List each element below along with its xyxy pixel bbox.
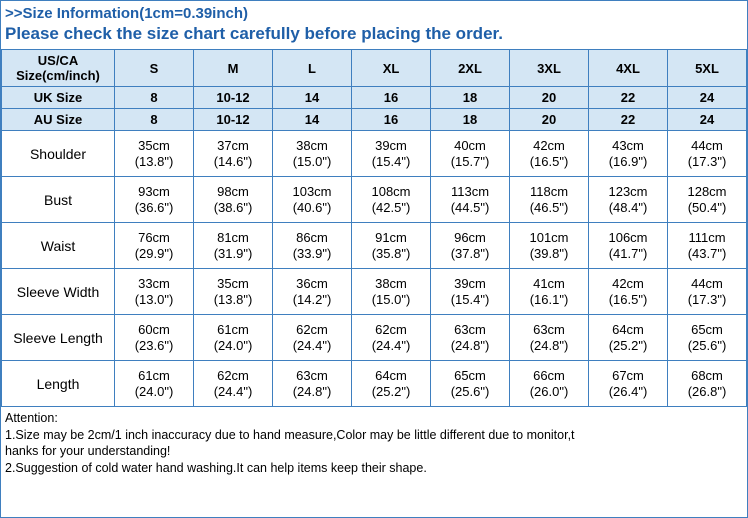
size-header-cell: L [273,50,352,87]
measure-inch: (46.5") [529,199,569,215]
measure-cm: 86cm [296,229,328,245]
measure-cm: 113cm [450,183,490,199]
measure-inch: (25.6") [687,337,727,353]
measure-cm: 93cm [138,183,170,199]
measure-label: Waist [2,223,115,269]
measure-cell [510,177,589,223]
measure-cm: 66cm [533,367,565,383]
measure-cm: 63cm [454,321,486,337]
attention-line: 1.Size may be 2cm/1 inch inaccuracy due to hand measure,Color may be little different due to monitor,t [5,427,575,442]
measure-cell [273,223,352,269]
size-chart-body [2,50,747,407]
measure-inch: (24.8") [450,337,490,353]
measure-cell [668,177,747,223]
measure-inch: (40.6") [292,199,332,215]
measure-cm: 64cm [612,321,644,337]
measure-inch: (29.9") [134,245,174,261]
size-header-cell: S [115,50,194,87]
measure-inch: (44.5") [450,199,490,215]
measure-cell [115,223,194,269]
measure-inch: (33.9") [292,245,332,261]
measure-cell [115,361,194,407]
measure-cm: 91cm [375,229,407,245]
attention-line: 2.Suggestion of cold water hand washing.It can help items keep their shape. [5,460,427,475]
measure-cell [668,269,747,315]
measure-cell [352,177,431,223]
measure-cm: 44cm [691,137,723,153]
measure-cell [589,361,668,407]
measure-cell [115,269,194,315]
measure-cell [589,177,668,223]
measure-label: Sleeve Width [2,269,115,315]
measure-inch: (38.6") [213,199,253,215]
measure-cell [431,269,510,315]
measure-inch: (16.9") [608,153,648,169]
uk-size-cell: 8 [115,87,194,109]
uk-size-cell: 22 [589,87,668,109]
measure-inch: (26.4") [608,383,648,399]
measure-label: Bust [2,177,115,223]
measure-inch: (43.7") [687,245,727,261]
corner-label-line1: US/CA [37,53,79,68]
measure-inch: (15.4") [450,291,490,307]
measure-inch: (25.6") [450,383,490,399]
measure-cm: 38cm [296,137,328,153]
measure-cm: 36cm [296,275,328,291]
measure-inch: (37.8") [450,245,490,261]
measure-cm: 37cm [217,137,249,153]
measure-inch: (15.0") [371,291,411,307]
measure-cm: 123cm [608,183,648,199]
measure-cell [194,315,273,361]
measure-cell [273,269,352,315]
measure-inch: (14.2") [292,291,332,307]
measure-cm: 67cm [612,367,644,383]
measure-cm: 61cm [138,367,170,383]
uk-size-cell: 24 [668,87,747,109]
measure-inch: (23.6") [134,337,174,353]
measure-cell [510,361,589,407]
measure-cm: 103cm [292,183,332,199]
au-size-label: AU Size [2,109,115,131]
measure-cm: 40cm [454,137,486,153]
measure-cm: 96cm [454,229,486,245]
measure-cell [194,131,273,177]
measure-cell [115,315,194,361]
size-header-cell: M [194,50,273,87]
size-chart-notice: Please check the size chart carefully before placing the order. [5,24,503,43]
uk-size-cell: 18 [431,87,510,109]
size-info-heading: >>Size Information(1cm=0.39inch) [5,5,248,22]
au-size-cell: 20 [510,109,589,131]
size-header-cell: 3XL [510,50,589,87]
size-chart-table [1,49,747,407]
table-header-row [2,50,747,87]
measure-cm: 44cm [691,275,723,291]
table-row [2,177,747,223]
measure-cm: 41cm [533,275,565,291]
measure-cell [352,269,431,315]
attention-title: Attention: [5,411,58,425]
measure-inch: (35.8") [371,245,411,261]
measure-inch: (13.0") [134,291,174,307]
measure-cm: 38cm [375,275,407,291]
measure-inch: (15.0") [292,153,332,169]
measure-inch: (24.8") [292,383,332,399]
measure-cm: 35cm [138,137,170,153]
measure-cell [352,361,431,407]
measure-cell [194,361,273,407]
measure-cell [589,269,668,315]
measure-cm: 61cm [217,321,249,337]
au-size-cell: 22 [589,109,668,131]
measure-inch: (17.3") [687,291,727,307]
measure-cell [510,131,589,177]
measure-cell [431,177,510,223]
measure-inch: (16.1") [529,291,569,307]
measure-inch: (17.3") [687,153,727,169]
uk-size-row [2,87,747,109]
measure-cell [668,315,747,361]
measure-cm: 76cm [138,229,170,245]
measure-cell [352,223,431,269]
measure-inch: (13.8") [134,153,174,169]
size-header-cell: 5XL [668,50,747,87]
uk-size-cell: 16 [352,87,431,109]
measure-inch: (14.6") [213,153,253,169]
table-row [2,315,747,361]
measure-cm: 63cm [296,367,328,383]
measure-cm: 33cm [138,275,170,291]
measure-cell [589,315,668,361]
measure-cell [510,315,589,361]
uk-size-cell: 20 [510,87,589,109]
corner-label-cell [2,50,115,87]
au-size-row [2,109,747,131]
measure-cell [431,131,510,177]
measure-cm: 108cm [371,183,411,199]
measure-inch: (25.2") [371,383,411,399]
measure-cell [194,177,273,223]
measure-cm: 60cm [138,321,170,337]
measure-label: Shoulder [2,131,115,177]
measure-cm: 106cm [608,229,648,245]
measure-inch: (16.5") [529,153,569,169]
attention-line: hanks for your understanding! [5,444,171,458]
measure-cm: 62cm [217,367,249,383]
measure-cell [510,223,589,269]
measure-cm: 128cm [687,183,727,199]
measure-inch: (24.0") [134,383,174,399]
measure-cell [589,131,668,177]
measure-cm: 63cm [533,321,565,337]
measure-inch: (15.7") [450,153,490,169]
measure-cm: 62cm [375,321,407,337]
measure-cm: 101cm [529,229,569,245]
au-size-cell: 10-12 [194,109,273,131]
measure-cell [273,131,352,177]
measure-cm: 68cm [691,367,723,383]
measure-inch: (25.2") [608,337,648,353]
au-size-cell: 24 [668,109,747,131]
table-row [2,131,747,177]
measure-cell [668,223,747,269]
table-row [2,361,747,407]
measure-cm: 39cm [454,275,486,291]
measure-cm: 43cm [612,137,644,153]
measure-cell [431,223,510,269]
measure-label: Length [2,361,115,407]
au-size-cell: 16 [352,109,431,131]
uk-size-cell: 10-12 [194,87,273,109]
measure-inch: (24.4") [213,383,253,399]
measure-inch: (13.8") [213,291,253,307]
measure-inch: (15.4") [371,153,411,169]
measure-inch: (24.4") [371,337,411,353]
measure-inch: (41.7") [608,245,648,261]
measure-label: Sleeve Length [2,315,115,361]
measure-cell [115,131,194,177]
measure-cm: 98cm [217,183,249,199]
measure-cell [273,177,352,223]
au-size-cell: 8 [115,109,194,131]
measure-cell [431,315,510,361]
measure-cm: 81cm [217,229,249,245]
measure-inch: (42.5") [371,199,411,215]
measure-cm: 118cm [529,183,569,199]
measure-cell [352,315,431,361]
measure-cell [510,269,589,315]
measure-inch: (26.8") [687,383,727,399]
uk-size-label: UK Size [2,87,115,109]
measure-cm: 64cm [375,367,407,383]
size-header-cell: 2XL [431,50,510,87]
measure-cm: 65cm [691,321,723,337]
measure-inch: (48.4") [608,199,648,215]
measure-cm: 65cm [454,367,486,383]
measure-cell [273,315,352,361]
corner-label-line2: Size(cm/inch) [16,68,100,83]
measure-inch: (24.8") [529,337,569,353]
table-row [2,223,747,269]
au-size-cell: 14 [273,109,352,131]
measure-inch: (24.4") [292,337,332,353]
au-size-cell: 18 [431,109,510,131]
measure-cell [115,177,194,223]
measure-cell [194,223,273,269]
measure-cell [668,361,747,407]
measure-inch: (36.6") [134,199,174,215]
measure-inch: (16.5") [608,291,648,307]
measure-cell [431,361,510,407]
measure-inch: (31.9") [213,245,253,261]
measure-cm: 111cm [688,229,726,245]
measure-cm: 35cm [217,275,249,291]
measure-cm: 39cm [375,137,407,153]
measure-inch: (24.0") [213,337,253,353]
measure-cell [194,269,273,315]
table-row [2,269,747,315]
measure-inch: (39.8") [529,245,569,261]
measure-cell [589,223,668,269]
size-header-cell: XL [352,50,431,87]
uk-size-cell: 14 [273,87,352,109]
size-header-cell: 4XL [589,50,668,87]
measure-inch: (50.4") [687,199,727,215]
measure-cell [668,131,747,177]
attention-note [1,407,747,476]
measure-cell [273,361,352,407]
measure-cm: 62cm [296,321,328,337]
measure-cell [352,131,431,177]
measure-cm: 42cm [612,275,644,291]
measure-cm: 42cm [533,137,565,153]
measure-inch: (26.0") [529,383,569,399]
